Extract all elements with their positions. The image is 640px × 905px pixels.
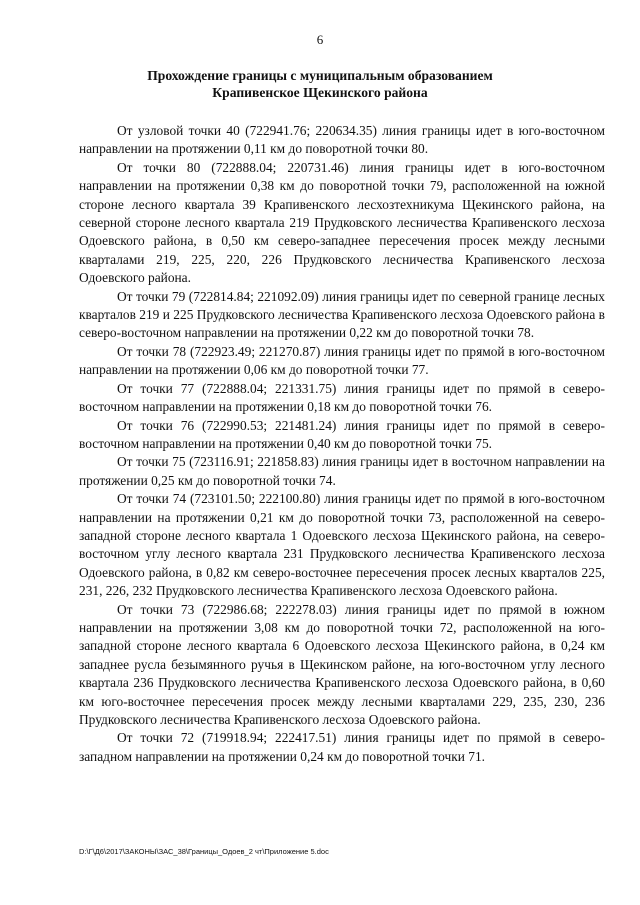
title-line-1: Прохождение границы с муниципальным образованием: [147, 68, 493, 83]
paragraph-8: От точки 74 (723101.50; 222100.80) линия границы идет по прямой в юго-восточном направлении на протяжении 0,21 км до поворотной точки 73, расположенной на северо-западной стороне лесного квартала 1 Одоевского лесхоза Щекинского района, на северо-восточном углу лесного квартала 231 Прудковского лесничества Крапивенского лесхоза Одоевского района, в 0,82 км северо-восточнее пересечения просек лесных кварталов 225, 231, 226, 232 Прудковского лесничества Крапивенского лесхоза Одоевского района.: [79, 491, 605, 599]
footer-file-path: D:\Г\Д6\2017\ЗАКОНЫ\ЗАС_38\Границы_Одоев_2 чт\Приложение 5.doc: [79, 847, 329, 856]
document-title: [90, 67, 550, 101]
paragraph-3: От точки 79 (722814.84; 221092.09) линия границы идет по северной границе лесных кварталов 219 и 225 Прудковского лесничества Крапивенского лесхоза Одоевского района в северо-восточном направлении на протяжении 0,22 км до поворотной точки 78.: [79, 288, 605, 341]
title-line-2: Крапивенское Щекинского района: [212, 85, 428, 100]
paragraph-1: От узловой точки 40 (722941.76; 220634.35) линия границы идет в юго-восточном направлении на протяжении 0,11 км до поворотной точки 80.: [79, 123, 605, 157]
paragraph-10: От точки 72 (719918.94; 222417.51) линия границы идет по прямой в северо-западном направлении на протяжении 0,24 км до поворотной точки 71.: [79, 730, 605, 764]
paragraph-7: От точки 75 (723116.91; 221858.83) линия границы идет в восточном направлении на протяжении 0,25 км до поворотной точки 74.: [79, 454, 605, 488]
page-number: 6: [316, 32, 324, 47]
body-text: [79, 122, 605, 766]
paragraph-6: От точки 76 (722990.53; 221481.24) линия границы идет по прямой в северо-восточном направлении на протяжении 0,40 км до поворотной точки 75.: [79, 417, 605, 451]
paragraph-4: От точки 78 (722923.49; 221270.87) линия границы идет по прямой в юго-восточном направлении на протяжении 0,06 км до поворотной точки 77.: [79, 343, 605, 378]
paragraph-2: От точки 80 (722888.04; 220731.46) линия границы идет в юго-восточном направлении на протяжении 0,38 км до поворотной точки 79, расположенной на южной стороне лесного квартала 39 Крапивенского лесхозтехникума Щекинского района, на северной стороне лесного квартала 219 Прудковского лесничества Крапивенского лесхоза Одоевского района, в 0,50 км северо-западнее пересечения просек между лесными кварталами 219, 225, 220, 226 Прудковского лесничества Крапивенского лесхоза Одоевского района.: [79, 159, 605, 286]
paragraph-9: От точки 73 (722986.68; 222278.03) линия границы идет по прямой в южном направлении на протяжении 3,08 км до поворотной точки 72, расположенной на юго-западной стороне лесного квартала 6 Одоевского лесхоза Щекинского района, в 0,24 км западнее русла безымянного ручья в Щекинском районе, на юго-восточном углу лесного квартала 236 Прудковского лесничества Крапивенского лесхоза Одоевского района, в 0,60 км юго-восточнее пересечения просек между лесными кварталами 229, 235, 230, 236 Прудковского лесничества Крапивенского лесхоза Одоевского района.: [79, 601, 605, 727]
paragraph-5: От точки 77 (722888.04; 221331.75) линия границы идет по прямой в северо-восточном направлении на протяжении 0,18 км до поворотной точки 76.: [79, 380, 605, 415]
